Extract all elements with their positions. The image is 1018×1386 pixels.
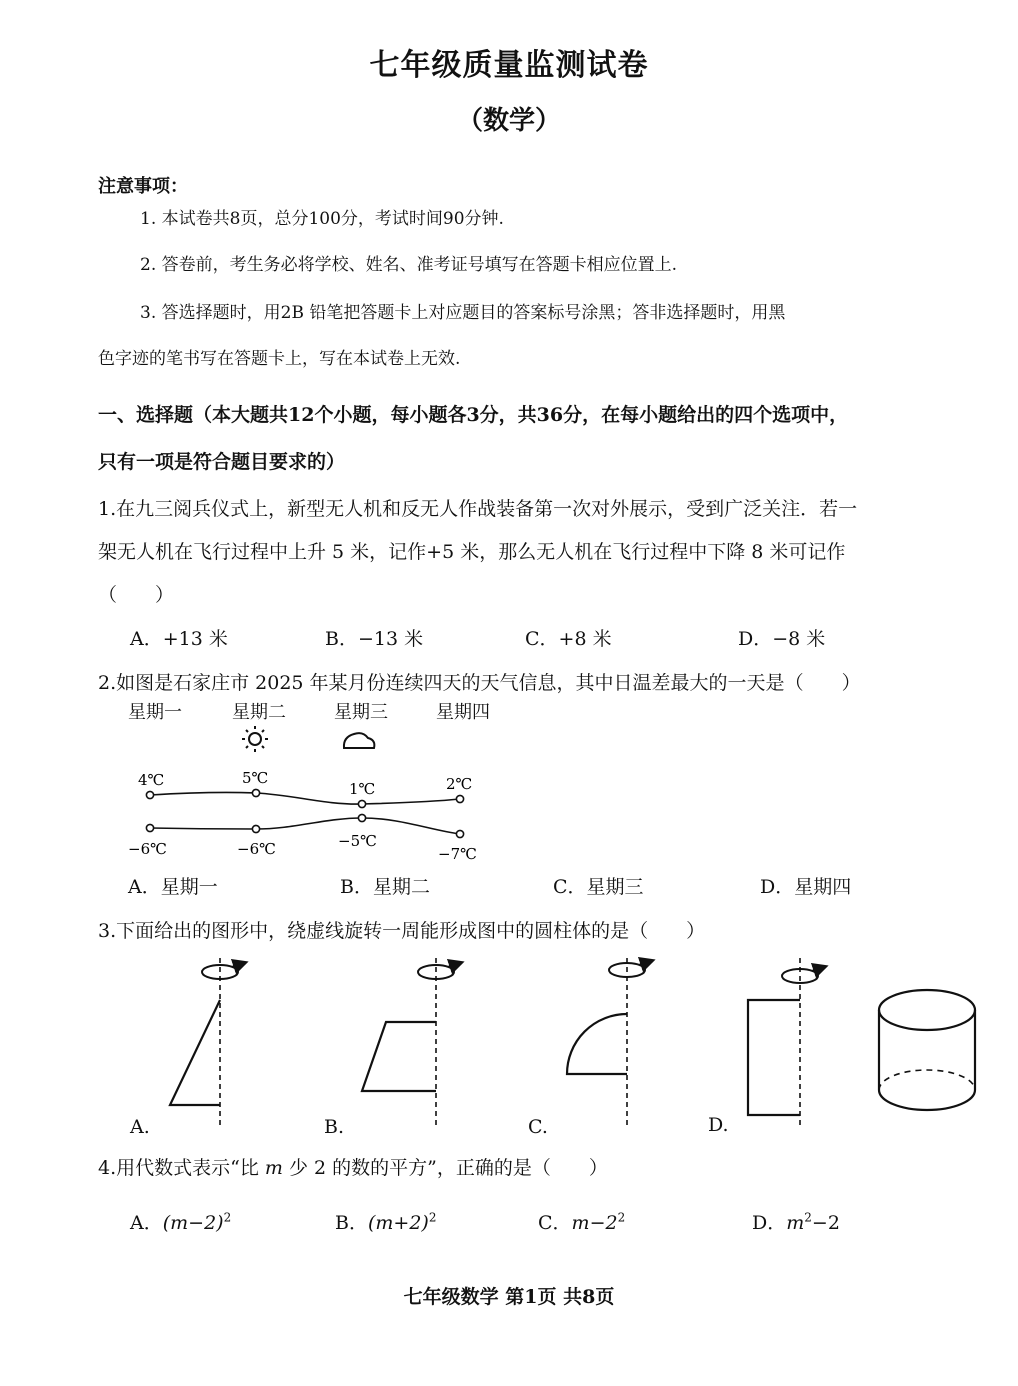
q4-option-a-label: A． (130, 1212, 163, 1234)
exam-subject: （数学） (456, 106, 561, 136)
q4-stem-suffix: 少 2 的数的平方”，正确的是（ ） (288, 1157, 608, 1179)
q3-label-a: A. (130, 1116, 150, 1138)
q4-option-d-tail: −2 (811, 1212, 840, 1234)
q2-option-b: B．星期二 (340, 876, 430, 898)
q3-label-c: C. (528, 1116, 548, 1138)
q3-figures (100, 950, 990, 1140)
q2-option-c: C．星期三 (553, 876, 644, 898)
q1-option-b: B．−13 米 (325, 628, 424, 650)
low-temp-line (150, 818, 460, 834)
low-label-wed: −5℃ (338, 832, 377, 850)
low-point-mon (146, 824, 153, 831)
q4-option-b (335, 1208, 436, 1235)
cylinder-figure (879, 990, 975, 1110)
figure-d (748, 958, 821, 1128)
low-label-mon: −6℃ (128, 840, 167, 858)
section-heading: 一、选择题（本大题共12个小题，每小题各3分，共36分，在每小题给出的四个选项中， (98, 404, 849, 426)
q4-option-b-label: B． (335, 1212, 368, 1234)
day-label-thu: 星期四 (436, 702, 490, 723)
high-label-thu: 2℃ (446, 775, 473, 793)
day-label-tue: 星期二 (232, 702, 286, 723)
q1-answer-blank: （ ） (98, 584, 175, 606)
high-point-tue (252, 789, 259, 796)
q4-stem-variable: m (264, 1157, 283, 1179)
notice-heading: 注意事项： (98, 176, 188, 197)
figure-c (567, 958, 648, 1128)
low-point-wed (358, 814, 365, 821)
q1-option-c: C．+8 米 (525, 628, 612, 650)
sun-icon (242, 726, 268, 752)
high-point-wed (358, 800, 365, 807)
notice-item-1: 1. 本试卷共8页，总分100分，考试时间90分钟. (140, 209, 504, 229)
low-label-thu: −7℃ (438, 845, 477, 863)
high-label-tue: 5℃ (242, 769, 269, 787)
exam-title: 七年级质量监测试卷 (369, 48, 649, 83)
q1-option-a: A．+13 米 (130, 628, 228, 650)
q2-option-d: D．星期四 (760, 876, 852, 898)
q2-stem: 2.如图是石家庄市 2025 年某月份连续四天的天气信息，其中日温差最大的一天是（ ） (98, 672, 861, 694)
q4-option-c-expr: m−2 (571, 1212, 618, 1234)
day-label-mon: 星期一 (128, 702, 182, 723)
q4-stem-prefix: 4.用代数式表示“比 (98, 1157, 259, 1179)
q4-option-c (538, 1208, 625, 1235)
high-label-wed: 1℃ (349, 780, 376, 798)
q1-option-d: D．−8 米 (738, 628, 826, 650)
notice-item-2: 2. 答卷前，考生务必将学校、姓名、准考证号填写在答题卡相应位置上. (140, 255, 678, 275)
page-footer: 七年级数学 第1页 共8页 (403, 1286, 615, 1308)
high-point-mon (146, 791, 153, 798)
q4-option-d-label: D． (752, 1212, 787, 1234)
high-point-thu (456, 795, 463, 802)
q4-option-d-exponent: 2 (804, 1210, 812, 1225)
section-heading-cont: 只有一项是符合题目要求的） (98, 451, 346, 473)
q4-option-b-exponent: 2 (428, 1210, 437, 1225)
q4-option-a-exponent: 2 (223, 1210, 232, 1225)
low-point-tue (252, 825, 259, 832)
figure-b (362, 958, 457, 1128)
q3-label-b: B. (324, 1116, 345, 1138)
notice-item-3-cont: 色字迹的笔书写在答题卡上，写在本试卷上无效. (98, 349, 461, 369)
q4-option-c-exponent: 2 (617, 1210, 626, 1225)
day-label-wed: 星期三 (334, 702, 388, 723)
cloud-icon (344, 733, 374, 748)
high-temp-line (150, 792, 460, 804)
q4-option-a (130, 1208, 231, 1235)
q4-option-d (752, 1208, 840, 1235)
q4-stem (98, 1153, 608, 1180)
q4-option-c-label: C． (538, 1212, 572, 1234)
q4-option-a-expr: (m−2) (162, 1212, 224, 1234)
q3-stem: 3.下面给出的图形中，绕虚线旋转一周能形成图中的圆柱体的是（ ） (98, 920, 706, 942)
low-label-tue: −6℃ (237, 840, 276, 858)
high-label-mon: 4℃ (138, 771, 165, 789)
notice-item-3: 3. 答选择题时，用2B 铅笔把答题卡上对应题目的答案标号涂黑；答非选择题时，用黑 (140, 303, 786, 323)
q4-option-b-expr: (m+2) (367, 1212, 429, 1234)
q2-option-a: A．星期一 (128, 876, 218, 898)
q4-option-d-expr: m (786, 1212, 805, 1234)
figure-a (170, 958, 241, 1128)
low-point-thu (456, 830, 463, 837)
q3-label-d: D. (708, 1114, 729, 1136)
q1-stem-line2: 架无人机在飞行过程中上升 5 米，记作+5 米，那么无人机在飞行过程中下降 8 米可记作 (98, 541, 846, 563)
q1-stem-line1: 1.在九三阅兵仪式上，新型无人机和反无人作战装备第一次对外展示，受到广泛关注．若一 (98, 498, 858, 520)
weather-diagram (120, 722, 500, 867)
